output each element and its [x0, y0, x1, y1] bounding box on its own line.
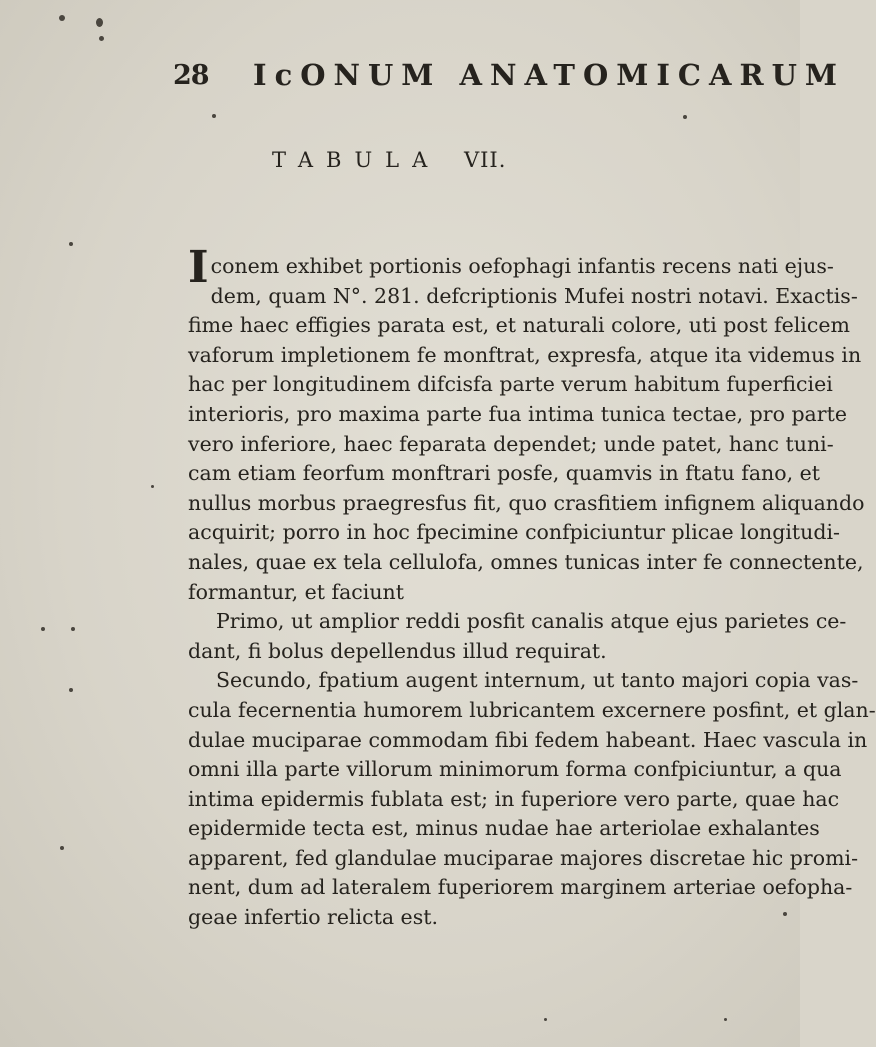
ink-speck: [783, 912, 787, 916]
text-line: interioris, pro maxima parte fua intima tunica tectae, pro parte: [188, 401, 847, 426]
running-header: [0, 56, 845, 96]
ink-speck: [544, 1018, 547, 1021]
ink-speck: [41, 627, 45, 631]
ink-speck: [99, 36, 104, 41]
text-line: epidermide tecta est, minus nudae hae arteriolae exhalantes: [188, 816, 820, 841]
ink-speck: [69, 688, 73, 692]
ink-speck: [151, 485, 154, 488]
ink-speck: [60, 846, 64, 850]
text-line: vaforum impletionem fe monftrat, expresfa, atque ita videmus in: [188, 342, 862, 367]
text-line: Secundo, fpatium augent internum, ut tanto majori copia vas-: [216, 668, 859, 693]
text-line: cam etiam feorfum monftrari posfe, quamvis in ftatu fano, et: [188, 461, 821, 486]
body-text: [188, 242, 876, 933]
text-line: acquirit; porro in hoc fpecimine confpiciuntur plicae longitudi-: [188, 520, 840, 545]
text-line: dem, quam N°. 281. defcriptionis Mufei nostri notavi. Exactis-: [210, 283, 858, 308]
drop-cap: I: [188, 242, 209, 293]
text-line: cula fecernentia humorem lubricantem excernere posfint, et glan-: [188, 697, 876, 722]
text-line: geae infertio relicta est.: [188, 905, 438, 930]
plate-heading: [272, 148, 506, 172]
text-line: apparent, fed glandulae muciparae majores discretae hic promi-: [188, 845, 858, 870]
text-line: omni illa parte villorum minimorum forma confpiciuntur, a qua: [188, 757, 842, 782]
text-line: vero inferiore, haec feparata dependet; unde patet, hanc tuni-: [188, 431, 834, 456]
text-line: Iconem exhibet portionis oefophagi infantis recens nati ejus-: [188, 242, 834, 293]
text-line: nullus morbus praegresfus fit, quo crasfitiem infignem aliquando: [188, 490, 865, 515]
ink-speck: [59, 15, 65, 21]
text-line: dulae muciparae commodam fibi fedem habeant. Haec vascula in: [188, 727, 868, 752]
ink-speck: [71, 627, 75, 631]
text-line: nales, quae ex tela cellulofa, omnes tunicas inter fe connectente,: [188, 549, 864, 574]
ink-speck: [212, 114, 216, 118]
text-line: hac per longitudinem difcisfa parte verum habitum fuperficiei: [188, 372, 833, 397]
text-line: Primo, ut amplior reddi posfit canalis atque ejus parietes ce-: [216, 609, 847, 634]
running-title: IcONUM ANATOMICARUM: [253, 58, 845, 92]
text-line: formantur, et faciunt: [188, 579, 404, 604]
ink-speck: [96, 18, 103, 27]
text-line: nent, dum ad lateralem fuperiorem marginem arteriae oefopha-: [188, 875, 853, 900]
plate-label: TABULA: [272, 148, 441, 172]
ink-speck: [683, 115, 687, 119]
plate-number: VII.: [463, 148, 507, 172]
text-line: dant, fi bolus depellendus illud requirat.: [188, 638, 607, 663]
ink-speck: [69, 242, 73, 246]
text-line: intima epidermis fublata est; in fuperiore vero parte, quae hac: [188, 786, 840, 811]
page-number: 28: [173, 60, 209, 91]
ink-speck: [724, 1018, 727, 1021]
text-line: fime haec effigies parata est, et naturali colore, uti post felicem: [188, 313, 850, 338]
